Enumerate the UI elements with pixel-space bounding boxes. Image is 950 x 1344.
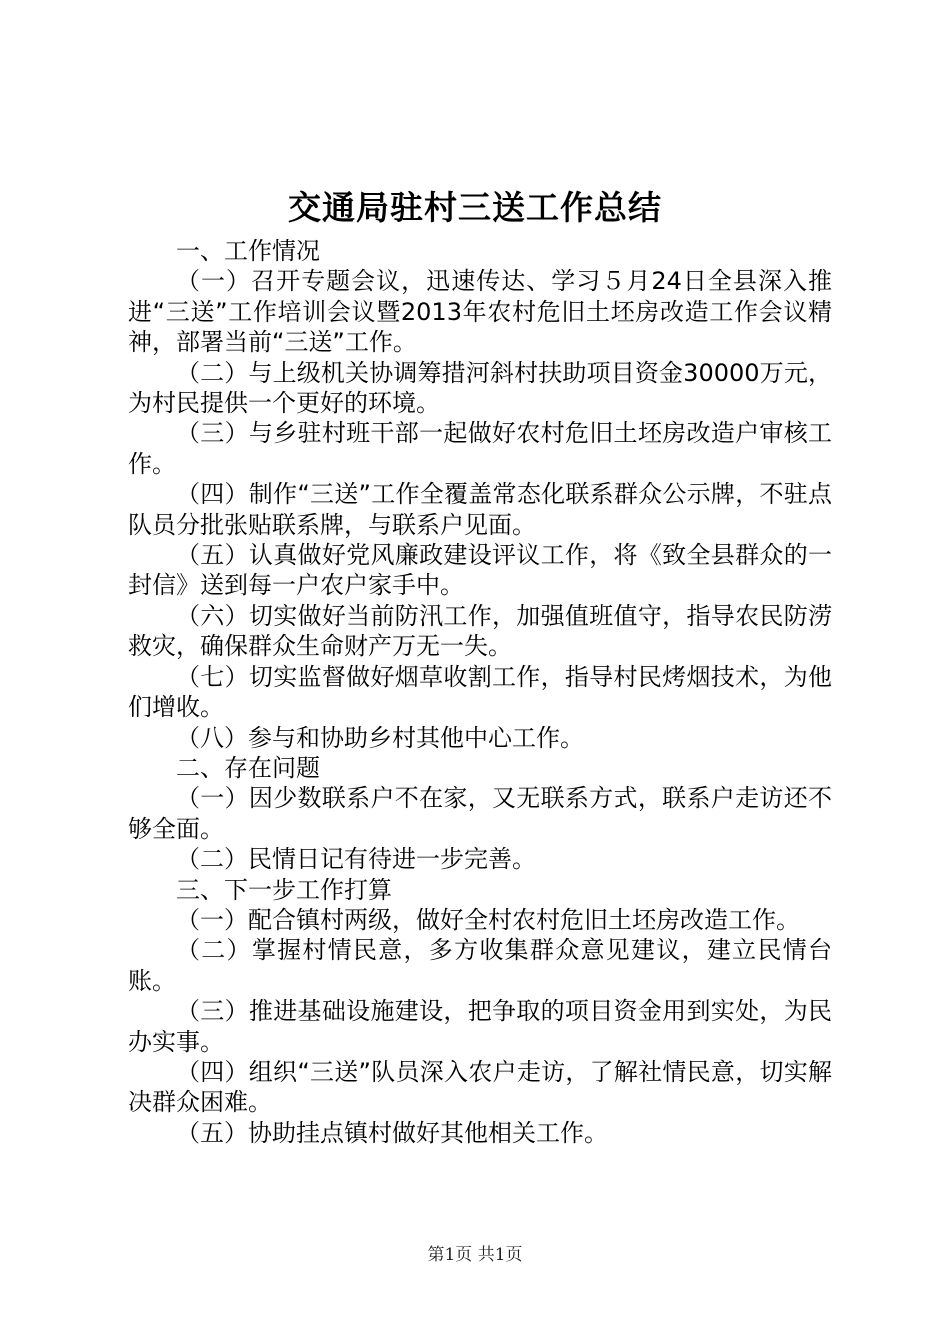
paragraph: （四）组织“三送”队员深入农户走访，了解社情民意，切实解决群众困难。: [128, 1057, 832, 1117]
paragraph: （一）配合镇村两级，做好全村农村危旧土坯房改造工作。: [176, 905, 800, 934]
paragraph: （七）切实监督做好烟草收割工作，指导村民烤烟技术，为他们增收。: [128, 662, 832, 722]
paragraph: （二）民情日记有待进一步完善。: [176, 845, 536, 874]
paragraph: （二）掌握村情民意，多方收集群众意见建议，建立民情台账。: [128, 936, 832, 995]
paragraph: （一）召开专题会议，迅速传达、学习５月24日全县深入推进“三送”工作培训会议暨2013年农村危旧土坯房改造工作会议精神，部署当前“三送”工作。: [128, 267, 832, 357]
paragraph: （三）与乡驻村班干部一起做好农村危旧土坯房改造户审核工作。: [128, 419, 832, 478]
paragraph: （八）参与和协助乡村其他中心工作。: [176, 723, 584, 752]
paragraph: （二）与上级机关协调筹措河斜村扶助项目资金30000万元，为村民提供一个更好的环境。: [128, 358, 832, 418]
paragraph: （四）制作“三送”工作全覆盖常态化联系群众公示牌，不驻点队员分批张贴联系牌，与联系户见面。: [128, 480, 832, 539]
paragraph: （一）因少数联系户不在家，又无联系方式，联系户走访还不够全面。: [128, 784, 832, 843]
section-heading: 二、存在问题: [176, 753, 320, 782]
page-number-footer: 第1页 共1页: [427, 1245, 523, 1265]
paragraph: （三）推进基础设施建设，把争取的项目资金用到实处，为民办实事。: [128, 997, 832, 1056]
document-body: [128, 236, 832, 1148]
document-title: 交通局驻村三送工作总结: [288, 188, 662, 227]
paragraph: （六）切实做好当前防汛工作，加强值班值守，指导农民防涝救灾，确保群众生命财产万无一失。: [128, 601, 832, 661]
section-heading: 三、下一步工作打算: [176, 875, 392, 904]
paragraph: （五）协助挂点镇村做好其他相关工作。: [176, 1118, 608, 1147]
section-heading: 一、工作情况: [176, 237, 320, 265]
paragraph: （五）认真做好党风廉政建设评议工作，将《致全县群众的一封信》送到每一户农户家手中。: [128, 541, 832, 600]
